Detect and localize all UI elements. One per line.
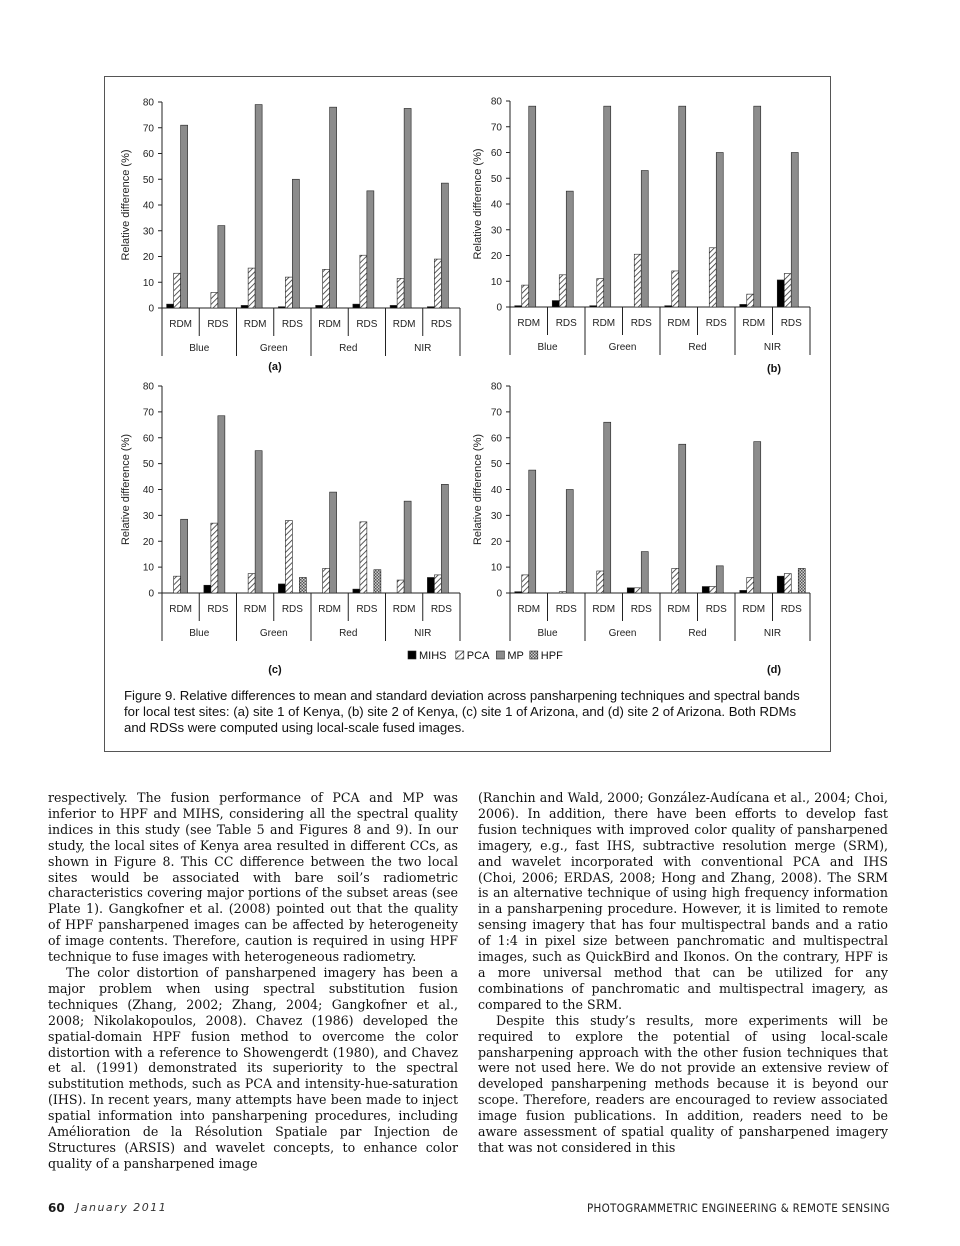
y-tick-label: 40 — [142, 200, 154, 212]
bar-mp — [679, 444, 686, 593]
bar-pca — [248, 268, 255, 308]
x-tick-label: RDM — [392, 604, 416, 615]
y-axis-label: Relative difference (%) — [120, 433, 132, 546]
y-tick-label: 50 — [490, 173, 502, 185]
issue-date: January 2011 — [76, 1201, 168, 1214]
y-tick-label: 70 — [142, 407, 154, 419]
chart-panel-c — [120, 382, 460, 677]
y-tick-label: 30 — [142, 510, 154, 522]
paragraph: respectively. The fusion performance of PCA and MP was inferior to HPF and MIHS, considering all the spectral quality indices in this study (see Table 5 and Figures 8 and 9). In our study, the local sites of Kenya area resulted in different CCs, as shown in Figure 8. This CC difference between the two local sites would be associated with bare soil’s radiometric characteristics covering major portions of the subset areas (see Plate 1). Gangkofner et al. (2008) pointed out that the quality of HPF pansharpened images can be affected by heterogeneity of image contents. Therefore, caution is required in using HPF technique to fuse images with heterogeneous radiometry. — [48, 790, 458, 965]
y-tick-label: 10 — [490, 276, 502, 288]
x-tick-label: RDS — [356, 604, 378, 615]
bar-pca — [434, 259, 441, 308]
x-group-label: Green — [259, 628, 288, 639]
x-group-label: Blue — [537, 628, 558, 639]
bar-pca — [174, 576, 181, 593]
bar-mihs — [427, 307, 434, 308]
x-tick-label: RDM — [318, 319, 342, 330]
bar-pca — [709, 248, 716, 307]
y-tick-label: 40 — [490, 199, 502, 211]
x-tick-label: RDS — [356, 319, 378, 330]
bar-mp — [404, 501, 411, 593]
x-tick-label: RDS — [630, 318, 652, 329]
y-tick-label: 0 — [148, 303, 154, 315]
panel-label: (c) — [268, 664, 282, 676]
y-axis-label: Relative difference (%) — [120, 149, 132, 261]
bar-mp — [218, 416, 225, 593]
bar-mp — [218, 226, 225, 308]
x-group-label: NIR — [763, 342, 782, 353]
bar-pca — [634, 254, 641, 307]
x-tick-label: RDM — [392, 319, 416, 330]
y-tick-label: 10 — [142, 562, 154, 574]
x-tick-label: RDM — [517, 318, 541, 329]
y-tick-label: 80 — [142, 381, 154, 393]
x-group-label: NIR — [414, 628, 432, 639]
panel-label: (d) — [766, 664, 782, 676]
bar-mp — [441, 484, 448, 593]
y-tick-label: 20 — [490, 251, 502, 262]
legend-label: MP — [507, 650, 524, 662]
bar-mp — [604, 422, 611, 593]
y-tick-label: 10 — [490, 562, 502, 574]
y-tick-label: 10 — [142, 277, 154, 289]
bar-pca — [285, 277, 292, 308]
bar-pca — [360, 255, 367, 308]
panel-label: (a) — [268, 361, 282, 373]
bar-mp — [641, 171, 648, 307]
y-tick-label: 60 — [142, 433, 154, 445]
bar-pca — [522, 285, 529, 307]
bar-mp — [754, 442, 761, 593]
bar-mihs — [627, 588, 634, 593]
paragraph: (Ranchin and Wald, 2000; González-Audícana et al., 2004; Choi, 2006). In addition, there have been efforts to develop fast fusion techniques with improved color quality of pansharpened imagery, e.g., fast IHS, subtractive resolution merge (SRM), and wavelet incorporated with conventional PCA and IHS (Choi, 2006; ERDAS, 2008; Hong and Zhang, 2008). The SRM is an alternative technique of using high frequency information in a pansharpening procedure. However, it is limited to remote sensing imagery that has four multispectral bands and a ratio of 1:4 in pixel size between panchromatic and multispectral images, such as QuickBird and Ikonos. On the contrary, HPF is a more universal method that can be utilized for any combinations of panchromatic and multispectral imagery, as compared to the SRM. — [478, 790, 888, 1012]
panel-label: (b) — [766, 363, 782, 375]
bar-pca — [597, 279, 604, 307]
x-group-label: Green — [608, 628, 637, 639]
bar-mp — [367, 191, 374, 308]
bar-pca — [784, 274, 791, 307]
bar-pca — [360, 522, 367, 593]
bar-mp — [529, 106, 536, 307]
x-tick-label: RDM — [243, 604, 267, 615]
x-tick-label: RDM — [667, 604, 691, 615]
y-tick-label: 50 — [490, 459, 502, 471]
bar-pca — [597, 571, 604, 593]
x-group-label: Green — [259, 343, 288, 354]
bar-mihs — [740, 590, 747, 593]
y-tick-label: 30 — [490, 510, 502, 522]
bar-pca — [522, 575, 529, 593]
x-group-label: Red — [688, 342, 707, 353]
legend-label: HPF — [540, 650, 563, 662]
x-tick-label: RDM — [243, 319, 267, 330]
bar-pca — [559, 275, 566, 307]
bar-mp — [641, 552, 648, 593]
bar-pca — [211, 293, 218, 308]
paragraph: Despite this study’s results, more experiments will be required to explore the potential of using local-scale pansharpening approach with the other fusion techniques that were not used here. We do not provide an extensive review of developed pansharpening methods because it is beyond our scope. Therefore, readers are encouraged to review associated image fusion publications. In addition, readers need to be aware assessment of spatial quality of pansharpened imagery that was not considered in this — [478, 1012, 888, 1155]
bar-hpf — [798, 568, 805, 593]
bar-mihs — [740, 304, 747, 307]
bar-hpf — [299, 577, 306, 593]
y-tick-label: 80 — [490, 381, 502, 393]
x-tick-label: RDM — [318, 604, 342, 615]
y-tick-label: 80 — [142, 97, 154, 109]
y-tick-label: 60 — [490, 148, 502, 159]
figure-legend — [408, 650, 563, 662]
x-tick-label: RDS — [555, 604, 577, 615]
y-tick-label: 0 — [496, 302, 502, 314]
bar-mp — [255, 105, 262, 308]
bar-pca — [784, 574, 791, 593]
bar-pca — [672, 271, 679, 307]
bar-mp — [754, 106, 761, 307]
legend-swatch-mp — [496, 651, 504, 659]
chart-panel-b — [472, 97, 810, 376]
bar-mp — [791, 153, 798, 308]
x-tick-label: RDS — [705, 604, 727, 615]
bar-mp — [255, 451, 262, 593]
bar-mihs — [590, 306, 597, 307]
legend-swatch-hpf — [530, 651, 538, 659]
bar-mihs — [167, 304, 174, 308]
y-tick-label: 40 — [142, 485, 154, 496]
bar-mp — [566, 191, 573, 307]
bar-mihs — [515, 592, 522, 593]
bar-hpf — [374, 570, 381, 593]
journal-name: PHOTOGRAMMETRIC ENGINEERING & REMOTE SENSING — [586, 1201, 890, 1215]
x-tick-label: RDM — [592, 604, 616, 615]
bar-mp — [181, 125, 188, 308]
legend-swatch-pca — [456, 651, 464, 659]
x-tick-label: RDS — [630, 604, 652, 615]
x-tick-label: RDS — [430, 319, 452, 330]
legend-label: MIHS — [419, 650, 447, 662]
bar-mihs — [278, 584, 285, 593]
bar-mp — [181, 519, 188, 593]
bar-mp — [330, 107, 337, 308]
bar-mihs — [515, 306, 522, 307]
bar-pca — [323, 568, 330, 593]
x-tick-label: RDM — [742, 318, 766, 329]
chart-panel-d — [472, 382, 810, 677]
x-group-label: Blue — [537, 342, 558, 353]
x-tick-label: RDS — [281, 319, 303, 330]
x-tick-label: RDS — [207, 604, 229, 615]
bar-pca — [747, 294, 754, 307]
bar-pca — [434, 575, 441, 593]
chart-panel-a — [120, 98, 460, 374]
bar-mihs — [353, 304, 360, 308]
y-tick-label: 70 — [490, 122, 502, 134]
x-group-label: Red — [339, 628, 358, 639]
bar-mihs — [665, 306, 672, 307]
bar-pca — [397, 278, 404, 308]
bar-mp — [716, 153, 723, 308]
y-tick-label: 40 — [490, 485, 502, 496]
y-tick-label: 50 — [142, 174, 154, 186]
bar-mp — [679, 106, 686, 307]
body-column-left — [48, 790, 458, 1172]
y-tick-label: 70 — [142, 123, 154, 135]
bar-mihs — [204, 585, 211, 593]
bar-mp — [604, 106, 611, 307]
bar-mp — [566, 490, 573, 594]
bar-mihs — [316, 305, 323, 308]
bar-mp — [529, 470, 536, 593]
y-axis-label: Relative difference (%) — [472, 433, 484, 546]
y-tick-label: 20 — [142, 536, 154, 548]
bar-mp — [716, 566, 723, 593]
bar-mihs — [777, 576, 784, 593]
bar-pca — [709, 587, 716, 593]
page-number: 60 — [48, 1201, 65, 1215]
y-tick-label: 0 — [496, 588, 502, 600]
bar-pca — [634, 588, 641, 593]
bar-pca — [211, 523, 218, 593]
bar-mihs — [702, 587, 709, 593]
bar-mihs — [777, 280, 784, 307]
paragraph: The color distortion of pansharpened imagery has been a major problem when using spectral substitution fusion techniques (Zhang, 2002; Zhang, 2004; Gangkofner et al., 2008; Nikolakopoulos, 2008). Chavez (1986) developed the spatial-domain HPF fusion method to overcome the color distortion with a reference to Showengerdt (1980), and Chavez et al. (1991) demonstrated its superiority to the spectral substitution methods, such as PCA and intensity-hue-saturation (IHS). In recent years, many attempts have been made to inject spatial information into pansharpening procedures, including Amélioration de la Résolution Spatiale par Injection de Structures (ARSIS) and wavelet concepts, to enhance color quality of a pansharpened image — [48, 964, 458, 1171]
bar-mp — [292, 179, 299, 308]
x-group-label: Red — [339, 343, 358, 354]
figure-caption: Figure 9. Relative differences to mean and standard deviation across pansharpening techniques and spectral bands for local test sites: (a) site 1 of Kenya, (b) site 2 of Kenya, (c) site 1 of Arizona, and (d) site 2 of Arizona. Both RDMs and RDSs were computed using local-scale fused images. — [124, 688, 800, 736]
x-tick-label: RDS — [555, 318, 577, 329]
y-tick-label: 70 — [490, 407, 502, 419]
x-tick-label: RDS — [780, 604, 802, 615]
bar-mihs — [353, 589, 360, 593]
bar-pca — [747, 577, 754, 593]
x-tick-label: RDS — [207, 319, 229, 330]
y-tick-label: 0 — [148, 588, 154, 600]
bar-mihs — [241, 305, 248, 308]
x-group-label: Blue — [189, 628, 210, 639]
y-tick-label: 30 — [490, 225, 502, 237]
bar-pca — [559, 592, 566, 593]
bar-pca — [248, 574, 255, 593]
legend-swatch-mihs — [408, 651, 416, 659]
bar-mp — [330, 492, 337, 593]
y-tick-label: 20 — [490, 536, 502, 548]
y-tick-label: 20 — [142, 252, 154, 263]
x-group-label: NIR — [763, 628, 782, 639]
bar-mp — [404, 108, 411, 308]
x-tick-label: RDM — [169, 604, 193, 615]
bar-pca — [397, 580, 404, 593]
x-tick-label: RDS — [705, 318, 727, 329]
legend-label: PCA — [466, 650, 490, 662]
x-tick-label: RDM — [517, 604, 541, 615]
x-tick-label: RDM — [667, 318, 691, 329]
bar-pca — [174, 273, 181, 308]
y-tick-label: 50 — [142, 459, 154, 471]
x-tick-label: RDM — [169, 319, 193, 330]
body-column-right — [478, 790, 888, 1156]
bar-mihs — [278, 307, 285, 308]
x-group-label: Red — [688, 628, 707, 639]
x-group-label: Blue — [189, 343, 210, 354]
bar-pca — [323, 269, 330, 308]
bar-mihs — [390, 305, 397, 308]
bar-pca — [672, 568, 679, 593]
y-tick-label: 30 — [142, 226, 154, 238]
x-tick-label: RDS — [281, 604, 303, 615]
bar-mihs — [427, 577, 434, 593]
x-tick-label: RDS — [780, 318, 802, 329]
bar-mp — [441, 183, 448, 308]
y-tick-label: 80 — [490, 96, 502, 108]
bar-mihs — [552, 301, 559, 307]
x-tick-label: RDM — [592, 318, 616, 329]
y-axis-label: Relative difference (%) — [472, 148, 484, 260]
y-tick-label: 60 — [490, 433, 502, 445]
x-tick-label: RDS — [430, 604, 452, 615]
y-tick-label: 60 — [142, 149, 154, 160]
bar-pca — [285, 521, 292, 593]
x-group-label: NIR — [414, 343, 432, 354]
x-group-label: Green — [608, 342, 637, 353]
x-tick-label: RDM — [742, 604, 766, 615]
